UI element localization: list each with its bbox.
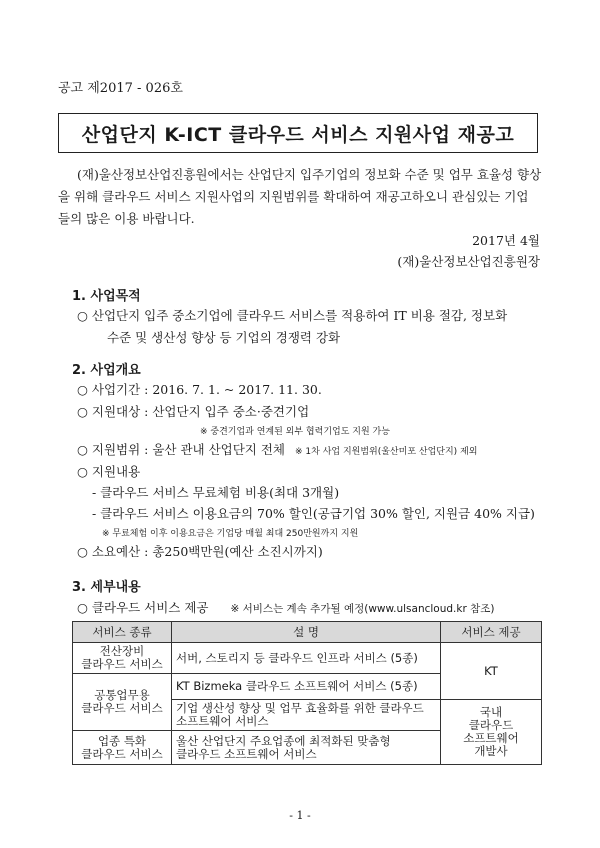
support-content-2: - 클라우드 서비스 이용요금의 70% 할인(공급기업 30% 할인, 지원금 40% 지급) xyxy=(92,506,535,521)
service-description: 울산 산업단지 주요업종에 최적화된 맞춤형 클라우드 소프트웨어 서비스 xyxy=(172,731,441,765)
intro-line-1: (재)울산정보산업진흥원에서는 산업단지 입주기업의 정보화 수준 및 업무 효율성 향상 xyxy=(77,167,542,182)
support-scope-text: ○ 지원범위 : 울산 관내 산업단지 전체 xyxy=(77,442,286,457)
section-1-line-2: 수준 및 생산성 향상 등 기업의 경쟁력 강화 xyxy=(107,330,341,345)
support-content-1: - 클라우드 서비스 무료체험 비용(최대 3개월) xyxy=(92,485,340,500)
support-scope xyxy=(77,440,477,458)
page-title: 산업단지 K-ICT 클라우드 서비스 지원사업 재공고 xyxy=(81,123,515,146)
issuer: (재)울산정보산업진흥원장 xyxy=(397,254,540,269)
service-category: 공통업무용 클라우드 서비스 xyxy=(73,674,172,731)
intro-line-3: 들의 많은 이용 바랍니다. xyxy=(58,211,195,226)
budget: ○ 소요예산 : 총250백만원(예산 소진시까지) xyxy=(77,544,323,559)
service-provide-note: ※ 서비스는 계속 추가될 예정(www.ulsancloud.kr 참조) xyxy=(230,603,495,615)
section-3-heading: 3. 세부내용 xyxy=(72,580,141,595)
service-category: 전산장비 클라우드 서비스 xyxy=(73,643,172,674)
title-box xyxy=(58,113,538,153)
service-description: 기업 생산성 향상 및 업무 효율화를 위한 클라우드 소프트웨어 서비스 xyxy=(172,700,441,731)
header-service-type: 서비스 종류 xyxy=(73,622,172,643)
notice-date: 2017년 4월 xyxy=(472,233,540,248)
support-target-note: ※ 중견기업과 연계된 외부 협력기업도 지원 가능 xyxy=(200,427,390,437)
service-provider: KT xyxy=(441,643,542,700)
service-provide-text: ○ 클라우드 서비스 제공 xyxy=(77,600,209,615)
support-scope-note: ※ 1차 사업 지원범위(울산미포 산업단지) 제외 xyxy=(295,447,478,457)
support-content-note: ※ 무료체험 이후 이용요금은 기업당 매월 최대 250만원까지 지원 xyxy=(102,529,359,539)
service-description: 서버, 스토리지 등 클라우드 인프라 서비스 (5종) xyxy=(172,643,441,674)
support-target: ○ 지원대상 : 산업단지 입주 중소·중견기업 xyxy=(77,404,310,419)
header-provider: 서비스 제공 xyxy=(441,622,542,643)
notice-number: 공고 제2017 - 026호 xyxy=(58,81,183,96)
intro-line-2: 을 위해 클라우드 서비스 지원사업의 지원범위를 확대하여 재공고하오니 관심있는 기업 xyxy=(58,189,529,204)
section-2-heading: 2. 사업개요 xyxy=(72,363,141,378)
service-category: 업종 특화 클라우드 서비스 xyxy=(73,731,172,765)
service-provider: 국내 클라우드 소프트웨어 개발사 xyxy=(441,700,542,765)
service-provide xyxy=(77,598,495,616)
page-number: - 1 - xyxy=(289,809,311,822)
header-description: 설 명 xyxy=(172,622,441,643)
support-content: ○ 지원내용 xyxy=(77,464,141,479)
service-table xyxy=(72,621,542,765)
section-1-line-1: ○ 산업단지 입주 중소기업에 클라우드 서비스를 적용하여 IT 비용 절감, 정보화 xyxy=(77,308,508,323)
table-row xyxy=(73,643,542,674)
service-description: KT Bizmeka 클라우드 소프트웨어 서비스 (5종) xyxy=(172,674,441,700)
project-period: ○ 사업기간 : 2016. 7. 1. ~ 2017. 11. 30. xyxy=(77,382,322,397)
section-1-heading: 1. 사업목적 xyxy=(72,289,141,304)
table-header-row xyxy=(73,622,542,643)
